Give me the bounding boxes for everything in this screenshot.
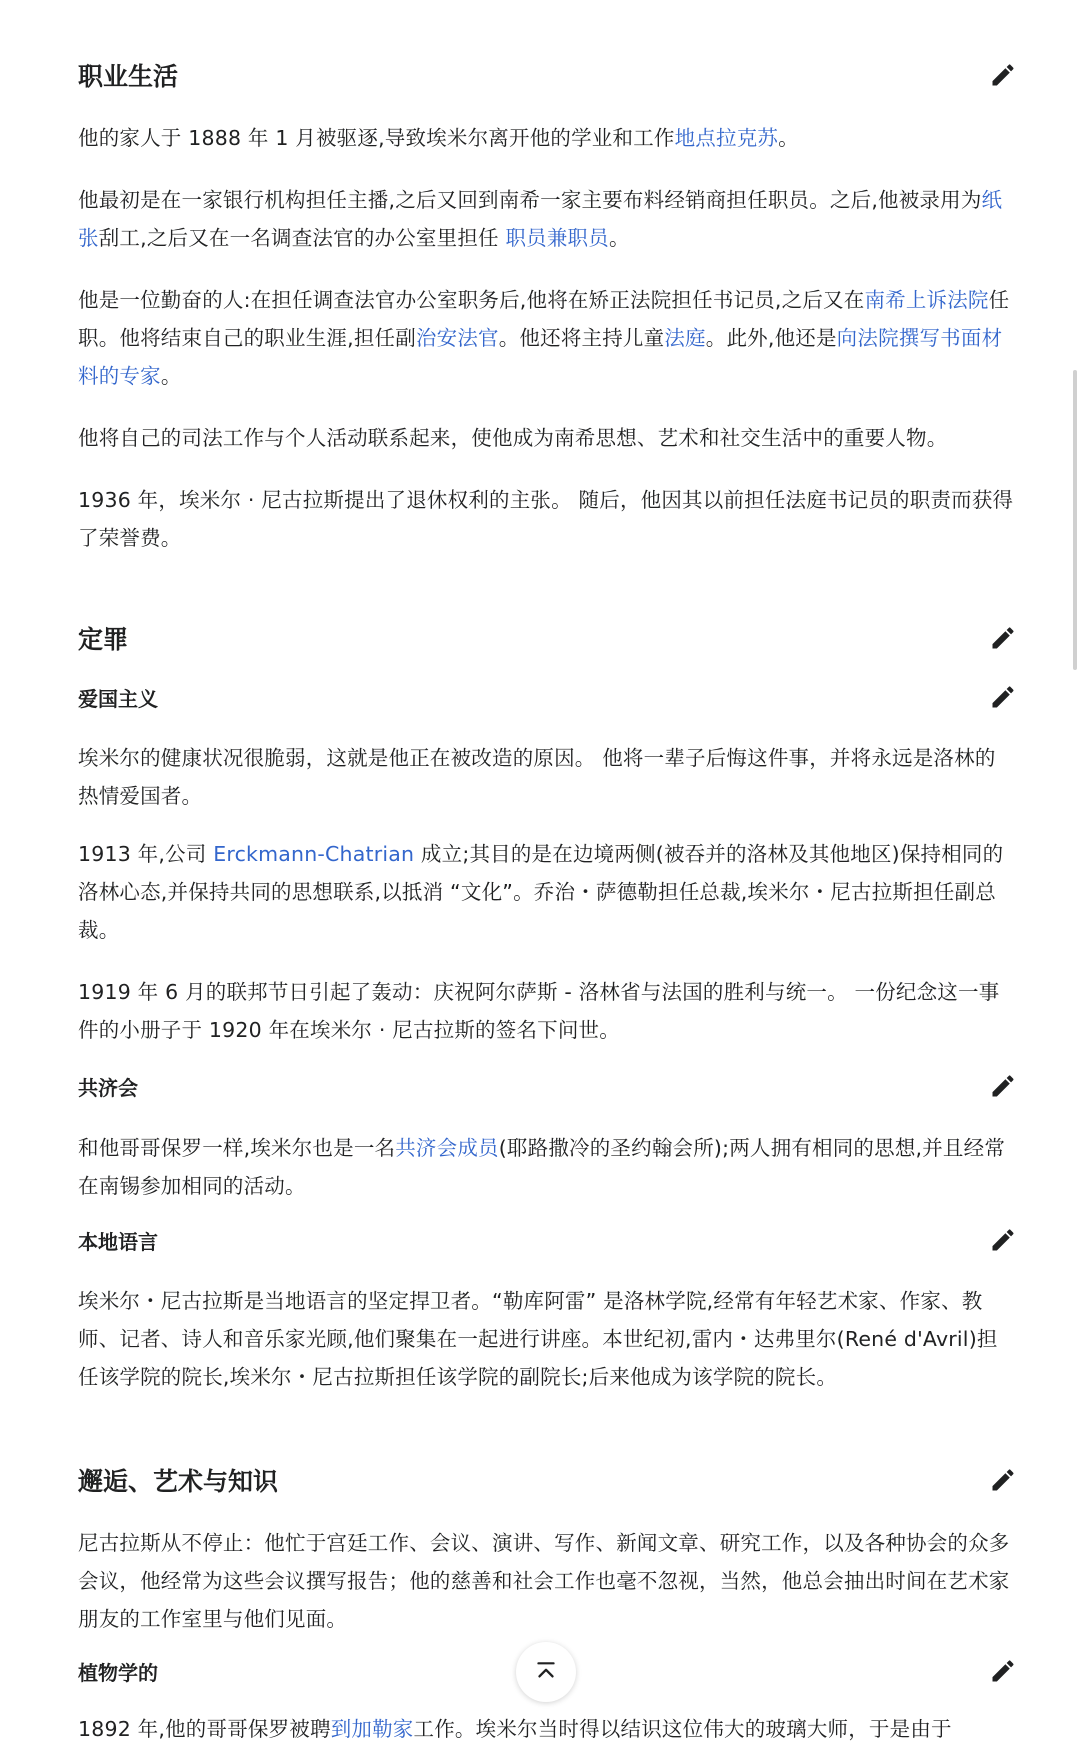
edit-section-button[interactable]	[988, 1656, 1018, 1686]
link-magistrate[interactable]: 治安法官	[415, 326, 499, 350]
link-paper[interactable]: 纸张	[78, 188, 1003, 250]
paragraph-text: 刮工,之后又在一名调查法官的办公室里担任	[98, 226, 506, 250]
edit-section-button[interactable]	[988, 1071, 1018, 1101]
subsection-heading-patriotism	[78, 682, 1014, 712]
paragraph	[78, 119, 1014, 157]
subsection-heading-local-language	[78, 1225, 1014, 1255]
paragraph-text: 1913 年,公司	[78, 842, 214, 866]
link-court[interactable]: 法庭	[664, 326, 706, 350]
paragraph-text: (耶路撒冷的圣约翰会所);两人拥有相同的思想,并且经常在南锡参加相同的活动。	[78, 1136, 1006, 1198]
paragraph-text: 他的家人于 1888 年 1 月被驱逐,导致埃米尔离开他的学业和工作	[78, 126, 675, 150]
subsection-title: 共济会	[78, 1075, 138, 1100]
edit-section-button[interactable]	[988, 623, 1018, 653]
pencil-icon	[989, 683, 1017, 711]
paragraph: 埃米尔的健康状况很脆弱，这就是他正在被改造的原因。 他将一辈子后悔这件事，并将永远是洛林的热情爱国者。	[78, 746, 996, 808]
section-heading-career	[78, 57, 1014, 93]
edit-section-button[interactable]	[988, 1225, 1018, 1255]
paragraph: 尼古拉斯从不停止：他忙于宫廷工作、会议、演讲、写作、新闻文章、研究工作，以及各种协会的众多会议，他经常为这些会议撰写报告；他的慈善和社会工作也毫不忽视，当然，他总会抽出时间在艺术家朋友的工作室里与他们见面。	[78, 1531, 1010, 1631]
paragraph-text: 和他哥哥保罗一样,埃米尔也是一名	[78, 1136, 396, 1160]
link-court-expert[interactable]: 向法院撰写书面材料的专家	[78, 326, 1003, 388]
paragraph: 1919 年 6 月的联邦节日引起了轰动：庆祝阿尔萨斯 - 洛林省与法国的胜利与统一。 一份纪念这一事件的小册子于 1920 年在埃米尔 · 尼古拉斯的签名下问世。	[78, 980, 1000, 1042]
scrollbar[interactable]	[1073, 370, 1077, 670]
paragraph	[78, 1710, 1014, 1748]
paragraph	[78, 281, 1014, 395]
paragraph-text: 任职。他将结束自己的职业生涯,担任副	[78, 288, 1010, 350]
subsection-title: 爱国主义	[78, 686, 158, 711]
pencil-icon	[989, 1466, 1017, 1494]
link-freemason[interactable]: 共济会成员	[395, 1136, 499, 1160]
paragraph-text: 成立;其目的是在边境两侧(被吞并的洛林及其他地区)保持相同的洛林心态,并保持共同的思想联系,以抵消 “文化”。乔治・萨德勒担任总裁,埃米尔・尼古拉斯担任副总裁。	[78, 842, 1004, 942]
link-luxeuil[interactable]: 地点拉克苏	[674, 126, 779, 150]
paragraph-text: 他最初是在一家银行机构担任主播,之后又回到南希一家主要布料经销商担任职员。之后,他被录用为	[78, 188, 982, 212]
pencil-icon	[989, 61, 1017, 89]
section-title: 定罪	[78, 625, 129, 654]
pencil-icon	[989, 1226, 1017, 1254]
link-erckmann-chatrian[interactable]: Erckmann-Chatrian	[213, 842, 415, 866]
edit-section-button[interactable]	[988, 682, 1018, 712]
paragraph-text: 。	[608, 226, 630, 250]
link-nancy-court-of-appeal[interactable]: 南希上诉法院	[864, 288, 989, 312]
paragraph	[78, 181, 1014, 257]
pencil-icon	[989, 624, 1017, 652]
chevron-up-icon	[533, 1659, 559, 1685]
paragraph	[78, 1129, 1014, 1205]
paragraph-text: 1892 年,他的哥哥保罗被聘	[78, 1717, 331, 1741]
paragraph: 1936 年，埃米尔 · 尼古拉斯提出了退休权利的主张。 随后，他因其以前担任法庭书记员的职责而获得了荣誉费。	[78, 488, 1014, 550]
paragraph-text: 。	[160, 364, 182, 388]
link-clerk[interactable]: 职员兼职员	[505, 226, 609, 250]
pencil-icon	[989, 1072, 1017, 1100]
paragraph: 埃米尔・尼古拉斯是当地语言的坚定捍卫者。“勒库阿雷” 是洛林学院,经常有年轻艺术家、作家、教师、记者、诗人和音乐家光顾,他们聚集在一起进行讲座。本世纪初,雷内・达弗里尔(René d'Avril)担任该学院的院长,埃米尔・尼古拉斯担任该学院的副院长;后来他成为该学院的院长。	[78, 1289, 998, 1389]
edit-section-button[interactable]	[988, 60, 1018, 90]
section-heading-encounters	[78, 1462, 1014, 1498]
paragraph-text: 。他还将主持儿童	[498, 326, 665, 350]
section-title: 职业生活	[78, 62, 179, 91]
paragraph: 他将自己的司法工作与个人活动联系起来，使他成为南希思想、艺术和社交生活中的重要人物。	[78, 426, 948, 450]
subsection-heading-freemasonry	[78, 1071, 1014, 1101]
paragraph	[78, 835, 1014, 949]
paragraph-text: 工作。埃米尔当时得以结识这位伟大的玻璃大师，于是由于	[413, 1717, 952, 1741]
pencil-icon	[989, 1657, 1017, 1685]
paragraph-text: 他是一位勤奋的人:在担任调查法官办公室职务后,他将在矫正法院担任书记员,之后又在	[78, 288, 865, 312]
section-heading-conviction	[78, 620, 1014, 656]
back-to-top-button[interactable]	[516, 1642, 576, 1702]
paragraph-text: 。此外,他还是	[705, 326, 837, 350]
section-title: 邂逅、艺术与知识	[78, 1467, 279, 1496]
link-galle[interactable]: 到加勒家	[330, 1717, 414, 1741]
paragraph-text: 。	[778, 126, 799, 150]
subsection-title: 植物学的	[78, 1660, 158, 1685]
edit-section-button[interactable]	[988, 1465, 1018, 1495]
subsection-title: 本地语言	[78, 1229, 158, 1254]
